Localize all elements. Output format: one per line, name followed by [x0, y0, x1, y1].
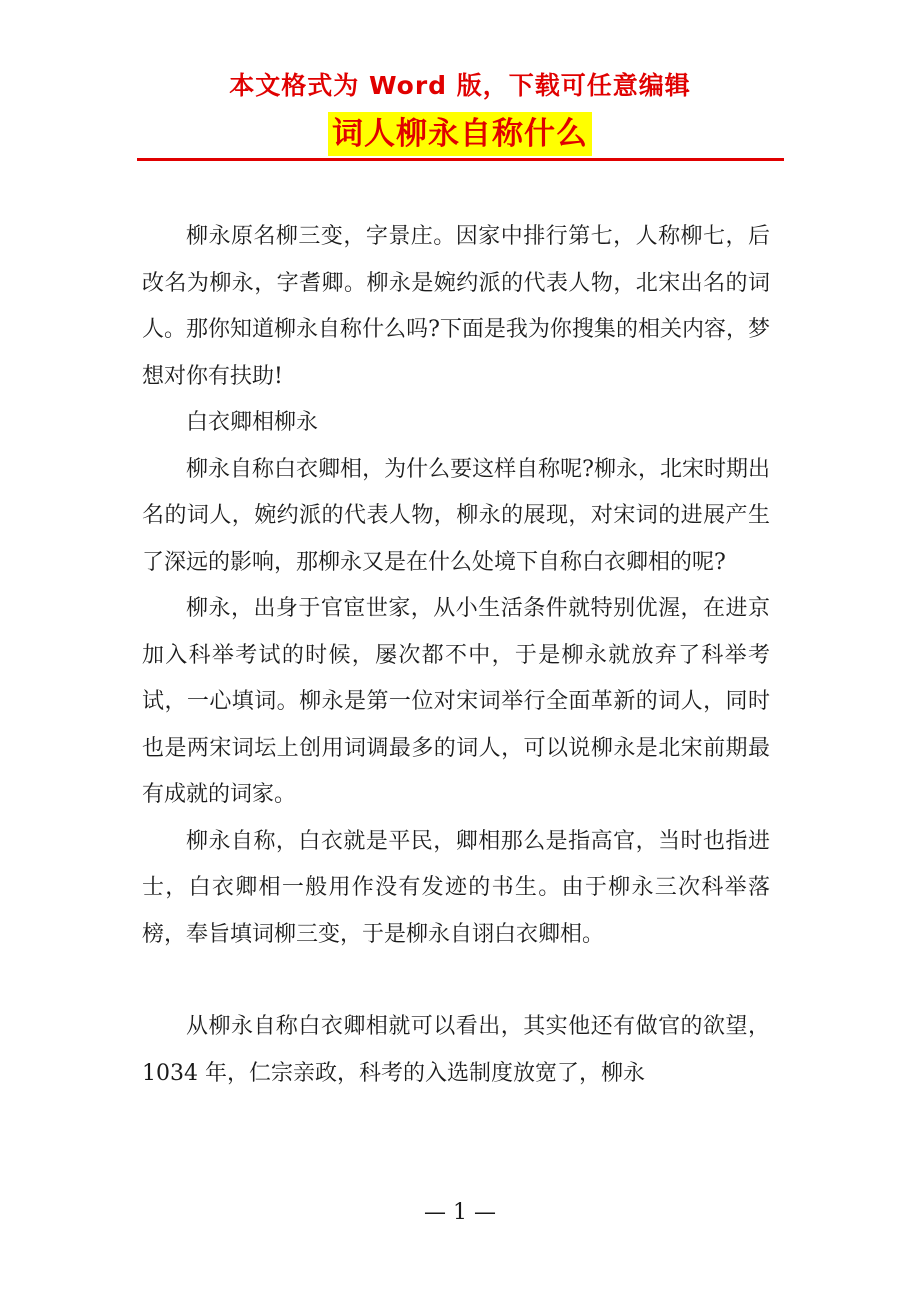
document-body — [142, 214, 770, 1097]
document-title: 词人柳永自称什么 — [328, 112, 592, 156]
header-divider — [137, 158, 784, 161]
paragraph-meaning: 柳永自称，白衣就是平民，卿相那么是指高官，当时也指进士，白衣卿相一般用作没有发迹的书生。由于柳永三次科举落榜，奉旨填词柳三变，于是柳永自诩白衣卿相。 — [142, 828, 770, 947]
paragraph-ambition: 从柳永自称白衣卿相就可以看出，其实他还有做官的欲望，1034 年，仁宗亲政，科考的入选制度放宽了，柳永 — [142, 1014, 770, 1086]
paragraph-background: 柳永，出身于官宦世家，从小生活条件就特别优渥，在进京加入科举考试的时候，屡次都不中，于是柳永就放弃了科举考试，一心填词。柳永是第一位对宋词举行全面革新的词人，同时也是两宋词坛上创用词调最多的词人，可以说柳永是北宋前期最有成就的词家。 — [142, 596, 770, 807]
paragraph-why-self-title: 柳永自称白衣卿相，为什么要这样自称呢?柳永，北宋时期出名的词人，婉约派的代表人物，柳永的展现，对宋词的进展产生了深远的影响，那柳永又是在什么处境下自称白衣卿相的呢? — [142, 456, 770, 575]
paragraph-intro: 柳永原名柳三变，字景庄。因家中排行第七，人称柳七，后改名为柳永，字耆卿。柳永是婉约派的代表人物，北宋出名的词人。那你知道柳永自称什么吗?下面是我为你搜集的相关内容，梦想对你有扶助! — [142, 224, 770, 389]
page-number: — 1 — — [424, 1200, 496, 1225]
title-container — [0, 112, 920, 156]
section-heading: 白衣卿相柳永 — [186, 410, 319, 435]
format-banner: 本文格式为 Word 版，下载可任意编辑 — [229, 71, 691, 100]
